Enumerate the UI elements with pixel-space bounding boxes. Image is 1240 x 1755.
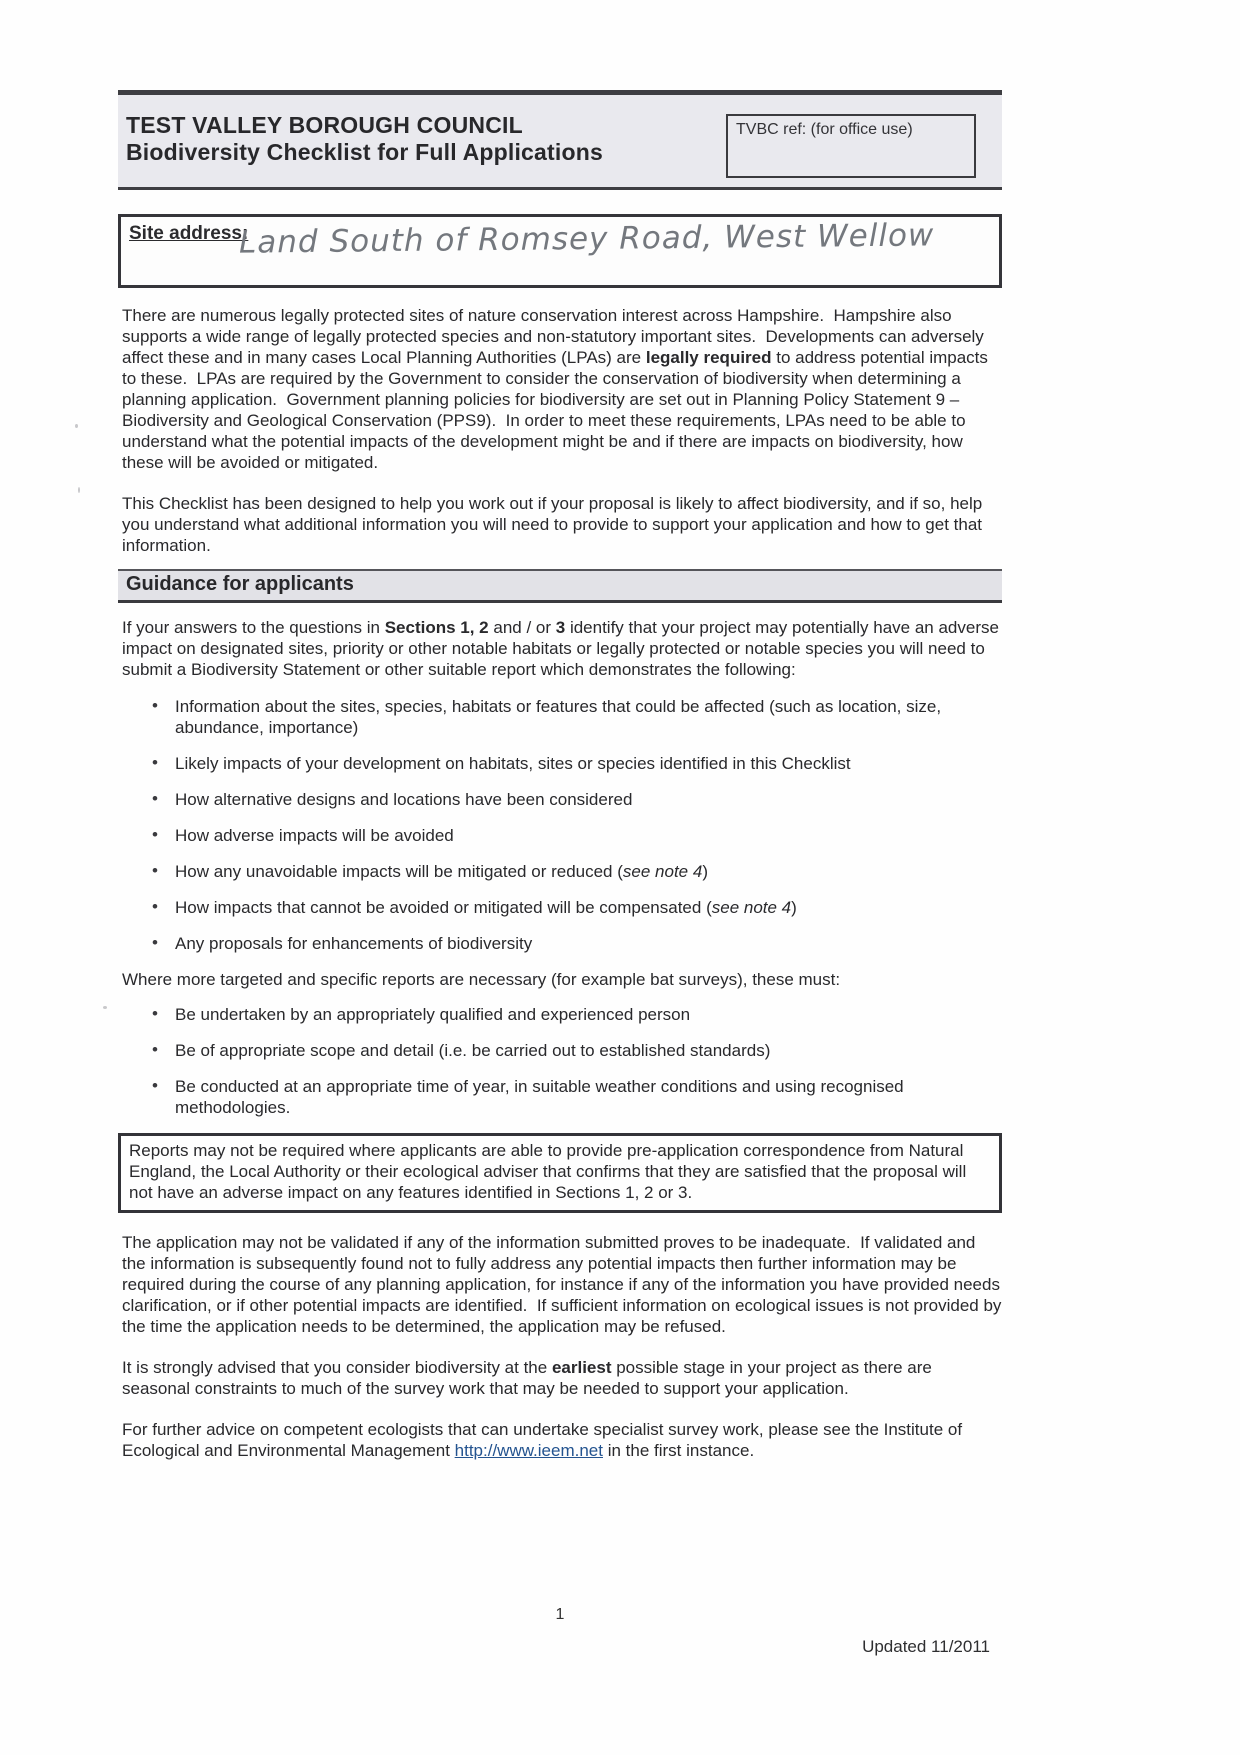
site-address-handwritten-value: Land South of Romsey Road, West Wellow bbox=[238, 217, 935, 261]
intro-paragraph-1: There are numerous legally protected sites of nature conservation interest across Hampshire. Hampshire also supports a wide range of legally protected species and non-statutory important sites. Developments can adversely affect these and in many cases Local Planning Authorities (LPAs) are legally required to address potential impacts to these. LPAs are required by the Government to consider the conservation of biodiversity when determining a planning application. Government planning policies for biodiversity are set out in Planning Policy Statement 9 – Biodiversity and Geological Conservation (PPS9). In order to meet these requirements, LPAs need to be able to understand what the potential impacts of the development might be and if there are impacts on biodiversity, how these will be avoided or mitigated. bbox=[122, 306, 993, 472]
page-number: 1 bbox=[555, 1606, 565, 1623]
tvbc-ref-box bbox=[726, 114, 976, 178]
guidance-heading-label: Guidance for applicants bbox=[126, 573, 354, 595]
pre-application-note-box: Reports may not be required where applicants are able to provide pre-application correspondence from Natural England, the Local Authority or their ecological adviser that confirms that they are satisfied that the proposal will not have an adverse impact on any features identified in Sections 1, 2 or 3. bbox=[118, 1133, 1002, 1213]
document-content bbox=[118, 90, 1007, 1461]
further-advice-paragraph: For further advice on competent ecologists that can undertake specialist survey work, please see the Institute of Ecological and Environmental Management http://www.ieem.net in the first instance. bbox=[122, 1420, 967, 1460]
earliest-advice-paragraph: It is strongly advised that you consider biodiversity at the earliest possible stage in your project as there are seasonal constraints to much of the survey work that may be needed to support your application. bbox=[122, 1358, 937, 1398]
bullet-item: • How impacts that cannot be avoided or mitigated will be compensated (see note 4) bbox=[122, 897, 1002, 918]
scan-artifact-dot bbox=[103, 1006, 107, 1009]
bullet-item: • How adverse impacts will be avoided bbox=[122, 825, 1002, 846]
scan-artifact-dot bbox=[78, 487, 80, 493]
document-header bbox=[118, 90, 1002, 190]
ieem-link[interactable]: http://www.ieem.net bbox=[454, 1441, 603, 1460]
updated-date: Updated 11/2011 bbox=[862, 1637, 990, 1656]
biodiversity-statement-bullet-list bbox=[122, 696, 1002, 954]
validation-paragraph: The application may not be validated if any of the information submitted proves to be inadequate. If validated and the information is subsequently found not to fully address any potential impacts then further information may be required during the course of any planning application, for instance if any of the information you have provided needs clarification, or if other potential impacts are identified. If sufficient information on ecological issues is not provided by the time the application needs to be determined, the application may be refused. bbox=[122, 1233, 1007, 1336]
bullet-item: • Be undertaken by an appropriately qualified and experienced person bbox=[122, 1004, 1002, 1025]
bullet-item: • Be conducted at an appropriate time of year, in suitable weather conditions and using recognised methodologies. bbox=[122, 1076, 1002, 1118]
bullet-item: • Any proposals for enhancements of biodiversity bbox=[122, 933, 1002, 954]
document-title-line2: Biodiversity Checklist for Full Applications bbox=[126, 139, 603, 165]
bullet-item: • How any unavoidable impacts will be mitigated or reduced (see note 4) bbox=[122, 861, 1002, 882]
bullet-item: • Likely impacts of your development on habitats, sites or species identified in this Checklist bbox=[122, 753, 1002, 774]
targeted-reports-paragraph: Where more targeted and specific reports are necessary (for example bat surveys), these must: bbox=[122, 970, 841, 989]
site-address-label: Site address: bbox=[129, 223, 249, 244]
reports-requirements-bullet-list bbox=[122, 1004, 1002, 1118]
bullet-item: • Be of appropriate scope and detail (i.e. be carried out to established standards) bbox=[122, 1040, 1002, 1061]
guidance-intro-paragraph: If your answers to the questions in Sections 1, 2 and / or 3 identify that your project may potentially have an adverse impact on designated sites, priority or other notable habitats or legally protected or notable species you will need to submit a Biodiversity Statement or other suitable report which demonstrates the following: bbox=[122, 618, 1004, 679]
bullet-item: • How alternative designs and locations have been considered bbox=[122, 789, 1002, 810]
intro-paragraph-2: This Checklist has been designed to help you work out if your proposal is likely to affect biodiversity, and if so, help you understand what additional information you will need to provide to support your application and how to get that information. bbox=[122, 494, 987, 555]
document-title-line1: TEST VALLEY BOROUGH COUNCIL bbox=[126, 112, 523, 138]
guidance-heading bbox=[118, 569, 1002, 603]
site-address-box bbox=[118, 214, 1002, 288]
bullet-item: • Information about the sites, species, habitats or features that could be affected (such as location, size, abundance, importance) bbox=[122, 696, 1002, 738]
tvbc-ref-label: TVBC ref: (for office use) bbox=[736, 121, 913, 138]
document-title bbox=[126, 112, 603, 166]
scan-artifact-dot bbox=[75, 424, 78, 428]
